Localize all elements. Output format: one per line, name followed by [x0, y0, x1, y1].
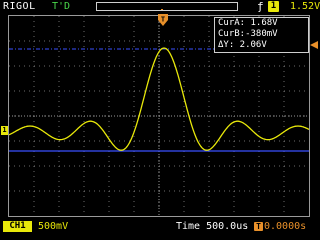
memory-waveform-icon: [97, 9, 238, 11]
trigger-position-icon: T: [254, 222, 263, 231]
brand-label: RIGOL: [3, 1, 36, 12]
cursor-delta-value: ΔY: 2.06V: [218, 40, 267, 50]
timebase: Time 500.0us: [176, 221, 249, 232]
cursor-b-value: CurB:-380mV: [218, 29, 278, 39]
trigger-position-marker: [158, 14, 168, 26]
cursor-readout-panel: [214, 17, 309, 53]
trigger-status: T'D: [52, 1, 71, 12]
volts-per-div: 500mV: [38, 221, 69, 232]
trigger-position-value: 0.0000s: [264, 221, 307, 232]
status-bar: [0, 0, 320, 14]
channel-1-waveform: [9, 48, 309, 150]
memory-depth-bar: [96, 2, 238, 11]
trigger-level: 1.52V: [290, 1, 320, 12]
trigger-level-arrow-icon: [310, 41, 318, 49]
svg-text:T: T: [160, 15, 166, 24]
channel-1-tag: CH1: [3, 221, 32, 232]
channel-1-marker: 1: [2, 126, 7, 134]
rising-edge-icon: ƒ: [257, 0, 264, 13]
bottom-bar: [0, 219, 320, 234]
trigger-source-badge: 1: [268, 1, 279, 12]
cursor-a-value: CurA: 1.68V: [218, 18, 278, 28]
